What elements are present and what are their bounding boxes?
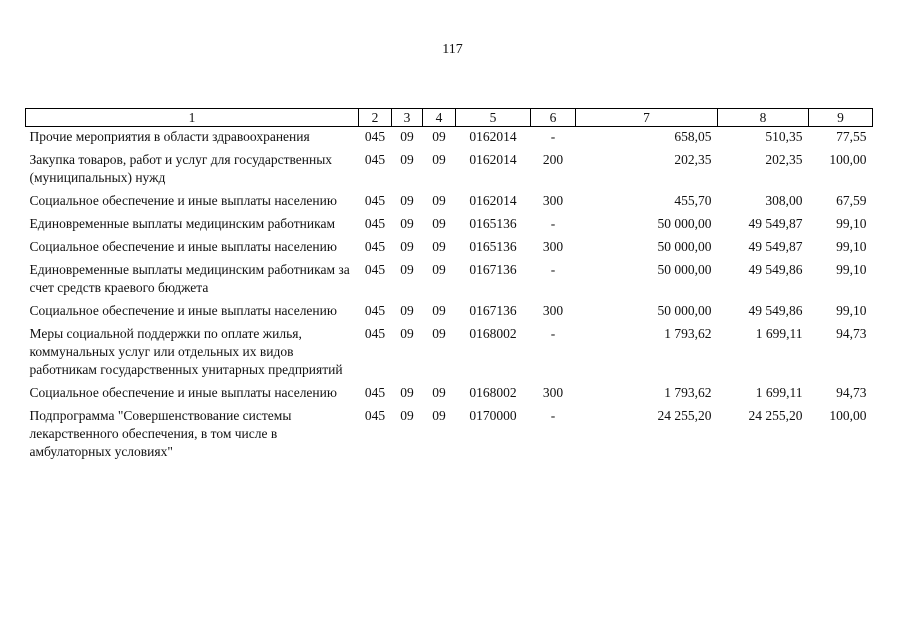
header-col-6: 6 <box>531 109 576 127</box>
row-actual-amount: 24 255,20 <box>748 408 803 423</box>
row-target-code: 0168002 <box>469 326 517 341</box>
row-ministry-code: 045 <box>364 303 386 318</box>
row-subsection-code: 09 <box>432 129 446 144</box>
table-row <box>26 214 873 237</box>
row-ministry-code: 045 <box>364 193 386 208</box>
row-target-code: 0162014 <box>469 129 517 144</box>
row-planned-amount: 50 000,00 <box>657 239 712 254</box>
row-target-code: 0167136 <box>469 262 517 277</box>
table-row <box>26 150 873 191</box>
row-name: Меры социальной поддержки по оплате жилья, коммунальных услуг или отдельных их видов работникам государственных унитарных предприятий <box>29 326 343 377</box>
table-row <box>26 406 873 465</box>
table-row <box>26 324 873 383</box>
row-percent: 99,10 <box>836 303 867 318</box>
row-planned-amount: 1 793,62 <box>664 385 712 400</box>
row-planned-amount: 1 793,62 <box>664 326 712 341</box>
row-actual-amount: 49 549,86 <box>748 262 803 277</box>
row-ministry-code: 045 <box>364 326 386 341</box>
row-planned-amount: 24 255,20 <box>657 408 712 423</box>
row-ministry-code: 045 <box>364 152 386 167</box>
row-ministry-code: 045 <box>364 408 386 423</box>
row-ministry-code: 045 <box>364 216 386 231</box>
table-row <box>26 301 873 324</box>
row-percent: 99,10 <box>836 262 867 277</box>
row-planned-amount: 455,70 <box>674 193 712 208</box>
row-expense-type: - <box>550 326 556 341</box>
row-planned-amount: 202,35 <box>674 152 712 167</box>
row-section-code: 09 <box>400 152 414 167</box>
row-actual-amount: 1 699,11 <box>755 326 803 341</box>
row-section-code: 09 <box>400 408 414 423</box>
row-ministry-code: 045 <box>364 262 386 277</box>
row-section-code: 09 <box>400 129 414 144</box>
row-actual-amount: 510,35 <box>765 129 803 144</box>
row-subsection-code: 09 <box>432 408 446 423</box>
row-section-code: 09 <box>400 262 414 277</box>
row-target-code: 0162014 <box>469 193 517 208</box>
row-planned-amount: 658,05 <box>674 129 712 144</box>
row-section-code: 09 <box>400 303 414 318</box>
row-planned-amount: 50 000,00 <box>657 262 712 277</box>
row-subsection-code: 09 <box>432 152 446 167</box>
row-planned-amount: 50 000,00 <box>657 216 712 231</box>
row-expense-type: 300 <box>542 193 564 208</box>
table-row <box>26 127 873 151</box>
table-row <box>26 260 873 301</box>
row-name: Социальное обеспечение и иные выплаты населению <box>29 385 337 400</box>
row-ministry-code: 045 <box>364 129 386 144</box>
row-subsection-code: 09 <box>432 262 446 277</box>
row-section-code: 09 <box>400 385 414 400</box>
row-subsection-code: 09 <box>432 239 446 254</box>
budget-table <box>25 108 873 465</box>
row-subsection-code: 09 <box>432 303 446 318</box>
row-actual-amount: 308,00 <box>765 193 803 208</box>
row-target-code: 0167136 <box>469 303 517 318</box>
table-row <box>26 383 873 406</box>
row-target-code: 0165136 <box>469 216 517 231</box>
row-target-code: 0170000 <box>469 408 517 423</box>
row-expense-type: - <box>550 216 556 231</box>
row-name: Социальное обеспечение и иные выплаты населению <box>29 239 337 254</box>
row-target-code: 0162014 <box>469 152 517 167</box>
row-actual-amount: 49 549,86 <box>748 303 803 318</box>
row-section-code: 09 <box>400 239 414 254</box>
row-planned-amount: 50 000,00 <box>657 303 712 318</box>
row-name: Подпрограмма "Совершенствование системы лекарственного обеспечения, в том числе в амбулаторных условиях" <box>29 408 292 459</box>
row-percent: 99,10 <box>836 216 867 231</box>
header-col-8: 8 <box>718 109 809 127</box>
row-expense-type: - <box>550 262 556 277</box>
row-percent: 94,73 <box>836 385 867 400</box>
row-name: Социальное обеспечение и иные выплаты населению <box>29 303 337 318</box>
row-subsection-code: 09 <box>432 216 446 231</box>
row-expense-type: - <box>550 408 556 423</box>
table-row <box>26 191 873 214</box>
header-col-5: 5 <box>456 109 531 127</box>
row-target-code: 0165136 <box>469 239 517 254</box>
row-percent: 94,73 <box>836 326 867 341</box>
table-row <box>26 237 873 260</box>
row-expense-type: 300 <box>542 239 564 254</box>
row-percent: 77,55 <box>836 129 867 144</box>
row-subsection-code: 09 <box>432 193 446 208</box>
header-col-1: 1 <box>26 109 359 127</box>
header-col-3: 3 <box>392 109 423 127</box>
row-expense-type: 300 <box>542 303 564 318</box>
row-name: Прочие мероприятия в области здравоохранения <box>29 129 310 144</box>
row-section-code: 09 <box>400 216 414 231</box>
header-col-9: 9 <box>809 109 873 127</box>
row-percent: 99,10 <box>836 239 867 254</box>
row-actual-amount: 1 699,11 <box>755 385 803 400</box>
row-actual-amount: 49 549,87 <box>748 239 803 254</box>
row-subsection-code: 09 <box>432 326 446 341</box>
header-row <box>26 109 873 127</box>
header-col-7: 7 <box>576 109 718 127</box>
row-actual-amount: 49 549,87 <box>748 216 803 231</box>
row-subsection-code: 09 <box>432 385 446 400</box>
row-target-code: 0168002 <box>469 385 517 400</box>
row-percent: 100,00 <box>829 152 867 167</box>
row-name: Социальное обеспечение и иные выплаты населению <box>29 193 337 208</box>
row-actual-amount: 202,35 <box>765 152 803 167</box>
row-ministry-code: 045 <box>364 239 386 254</box>
row-name: Закупка товаров, работ и услуг для государственных (муниципальных) нужд <box>29 152 333 185</box>
row-name: Единовременные выплаты медицинским работникам за счет средств краевого бюджета <box>29 262 350 295</box>
row-expense-type: - <box>550 129 556 144</box>
header-col-2: 2 <box>359 109 392 127</box>
row-section-code: 09 <box>400 193 414 208</box>
row-name: Единовременные выплаты медицинским работникам <box>29 216 335 231</box>
header-col-4: 4 <box>423 109 456 127</box>
row-expense-type: 300 <box>542 385 564 400</box>
row-percent: 67,59 <box>836 193 867 208</box>
row-ministry-code: 045 <box>364 385 386 400</box>
page-number: 117 <box>442 42 463 57</box>
row-section-code: 09 <box>400 326 414 341</box>
row-expense-type: 200 <box>542 152 564 167</box>
row-percent: 100,00 <box>829 408 867 423</box>
